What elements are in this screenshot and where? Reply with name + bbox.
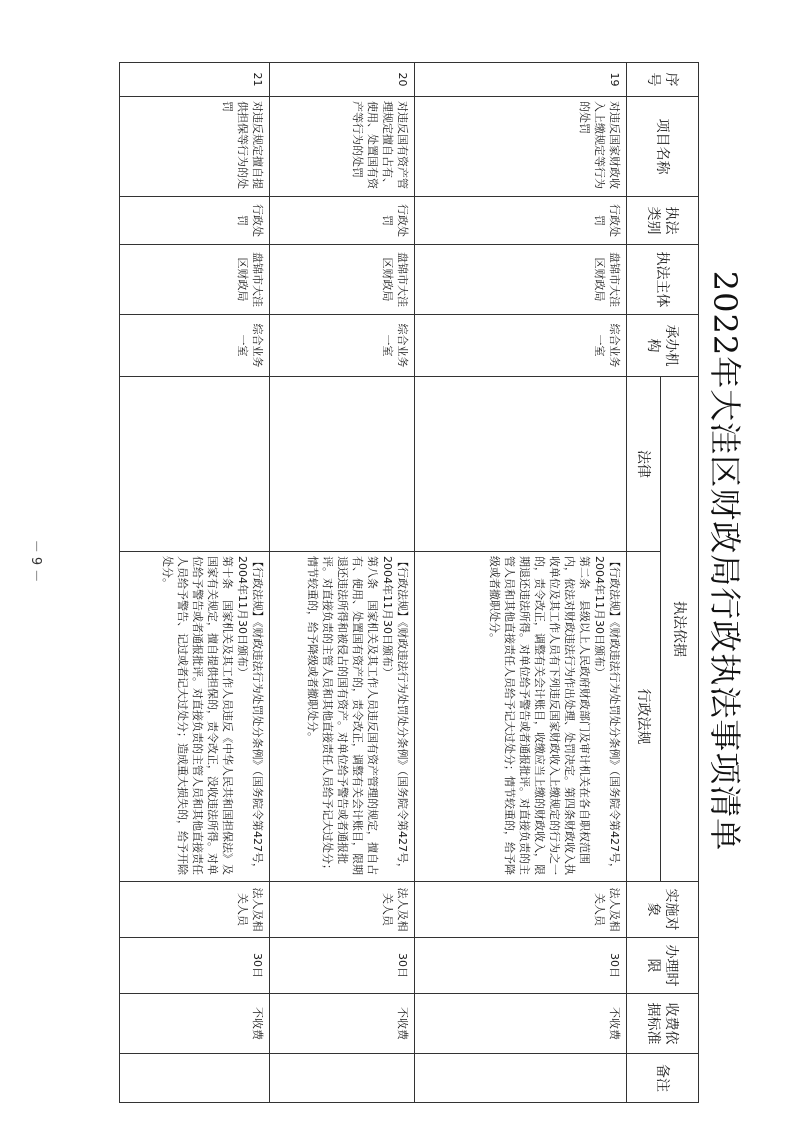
header-note: 备注 — [627, 1054, 699, 1103]
header-limit: 办理时限 — [627, 938, 699, 994]
row-note — [270, 1054, 415, 1103]
row-category: 行政处罚 — [270, 197, 415, 245]
row-regulation: 【行政法规】《财政违法行为处罚处分条例》（国务院令第427号，2004年11月30日颁布） 第十条 国家机关及其工作人员违反《中华人民共和国担保法》及国家有关规定，擅自提供担保的，责令改正，没收违法所得。对单位给予警告或者通报批评。对直接负责的主管人员和其他直接责任人员给予警告、记过或者记大过处分；造成重大损失的，给予开除处分。 — [120, 552, 270, 882]
row-target: 法人及相关人员 — [415, 882, 627, 938]
row-note — [120, 1054, 270, 1103]
row-name: 对违反规定擅自提供担保等行为的处罚 — [120, 97, 270, 197]
header-regulation: 行政法规 — [627, 552, 661, 882]
row-category: 行政处罚 — [415, 197, 627, 245]
enforcement-table — [119, 62, 699, 1103]
row-target: 法人及相关人员 — [120, 882, 270, 938]
row-regulation: 【行政法规】《财政违法行为处罚处分条例》（国务院令第427号，2004年11月30日颁布） 第八条 国家机关及其工作人员违反国有资产管理的规定，擅自占有、使用、处置国有资产的，责令改正，调整有关会计账目，限期退还违法所得和被侵占的国有资产。对单位给予警告或者通报批评。对直接负责的主管人员和其他直接责任人员给予记大过处分；情节较重的，给予降级或者撤职处分。 — [270, 552, 415, 882]
row-agency: 综合业务一室 — [270, 315, 415, 377]
row-subject: 盘锦市大洼区财政局 — [415, 245, 627, 315]
row-law — [120, 377, 270, 552]
row-fee: 不收费 — [270, 994, 415, 1054]
row-fee: 不收费 — [120, 994, 270, 1054]
table-row — [270, 63, 415, 1103]
header-category: 执法类别 — [627, 197, 699, 245]
header-agency: 承办机构 — [627, 315, 699, 377]
document-title: 2022年大洼区财政局行政执法事项清单 — [706, 270, 744, 852]
header-fee: 收费依据标准 — [627, 994, 699, 1054]
row-fee: 不收费 — [415, 994, 627, 1054]
row-subject: 盘锦市大洼区财政局 — [120, 245, 270, 315]
row-name: 对违反国有资产管理规定擅自占有、使用、处置国有资产等行为的处罚 — [270, 97, 415, 197]
row-limit: 30日 — [270, 938, 415, 994]
header-target: 实施对象 — [627, 882, 699, 938]
row-seq: 21 — [120, 63, 270, 97]
row-target: 法人及相关人员 — [270, 882, 415, 938]
row-note — [415, 1054, 627, 1103]
row-agency: 综合业务一室 — [120, 315, 270, 377]
row-agency: 综合业务一室 — [415, 315, 627, 377]
page-number: － 9 － — [28, 539, 43, 583]
header-subject: 执法主体 — [627, 245, 699, 315]
header-basis: 执法依据 — [661, 377, 699, 882]
table-row — [415, 63, 627, 1103]
row-law — [270, 377, 415, 552]
header-law: 法律 — [627, 377, 661, 552]
row-limit: 30日 — [415, 938, 627, 994]
row-subject: 盘锦市大洼区财政局 — [270, 245, 415, 315]
row-name: 对违反国家财政收入上缴规定等行为的处罚 — [415, 97, 627, 197]
row-regulation: 【行政法规】《财政违法行为处罚处分条例》（国务院令第427号，2004年11月30日颁布） 第二条 县级以上人民政府财政部门及审计机关在各自职权范围内，依法对财政违法行为作出处理、处罚决定。第四条财政收入执收单位及其工作人员有下列违反国家财政收入上缴规定的行为之一的，责令改正，调整有关会计账目，收缴应当上缴的财政收入，限期退还违法所得。对单位给予警告或者通报批评。对直接负责的主管人员和其他直接责任人员给予记大过处分；情节较重的，给予降级或者撤职处分。 — [415, 552, 627, 882]
row-category: 行政处罚 — [120, 197, 270, 245]
header-seq: 序号 — [627, 63, 699, 97]
table-row — [120, 63, 270, 1103]
row-seq: 19 — [415, 63, 627, 97]
row-seq: 20 — [270, 63, 415, 97]
header-name: 项目名称 — [627, 97, 699, 197]
row-limit: 30日 — [120, 938, 270, 994]
row-law — [415, 377, 627, 552]
